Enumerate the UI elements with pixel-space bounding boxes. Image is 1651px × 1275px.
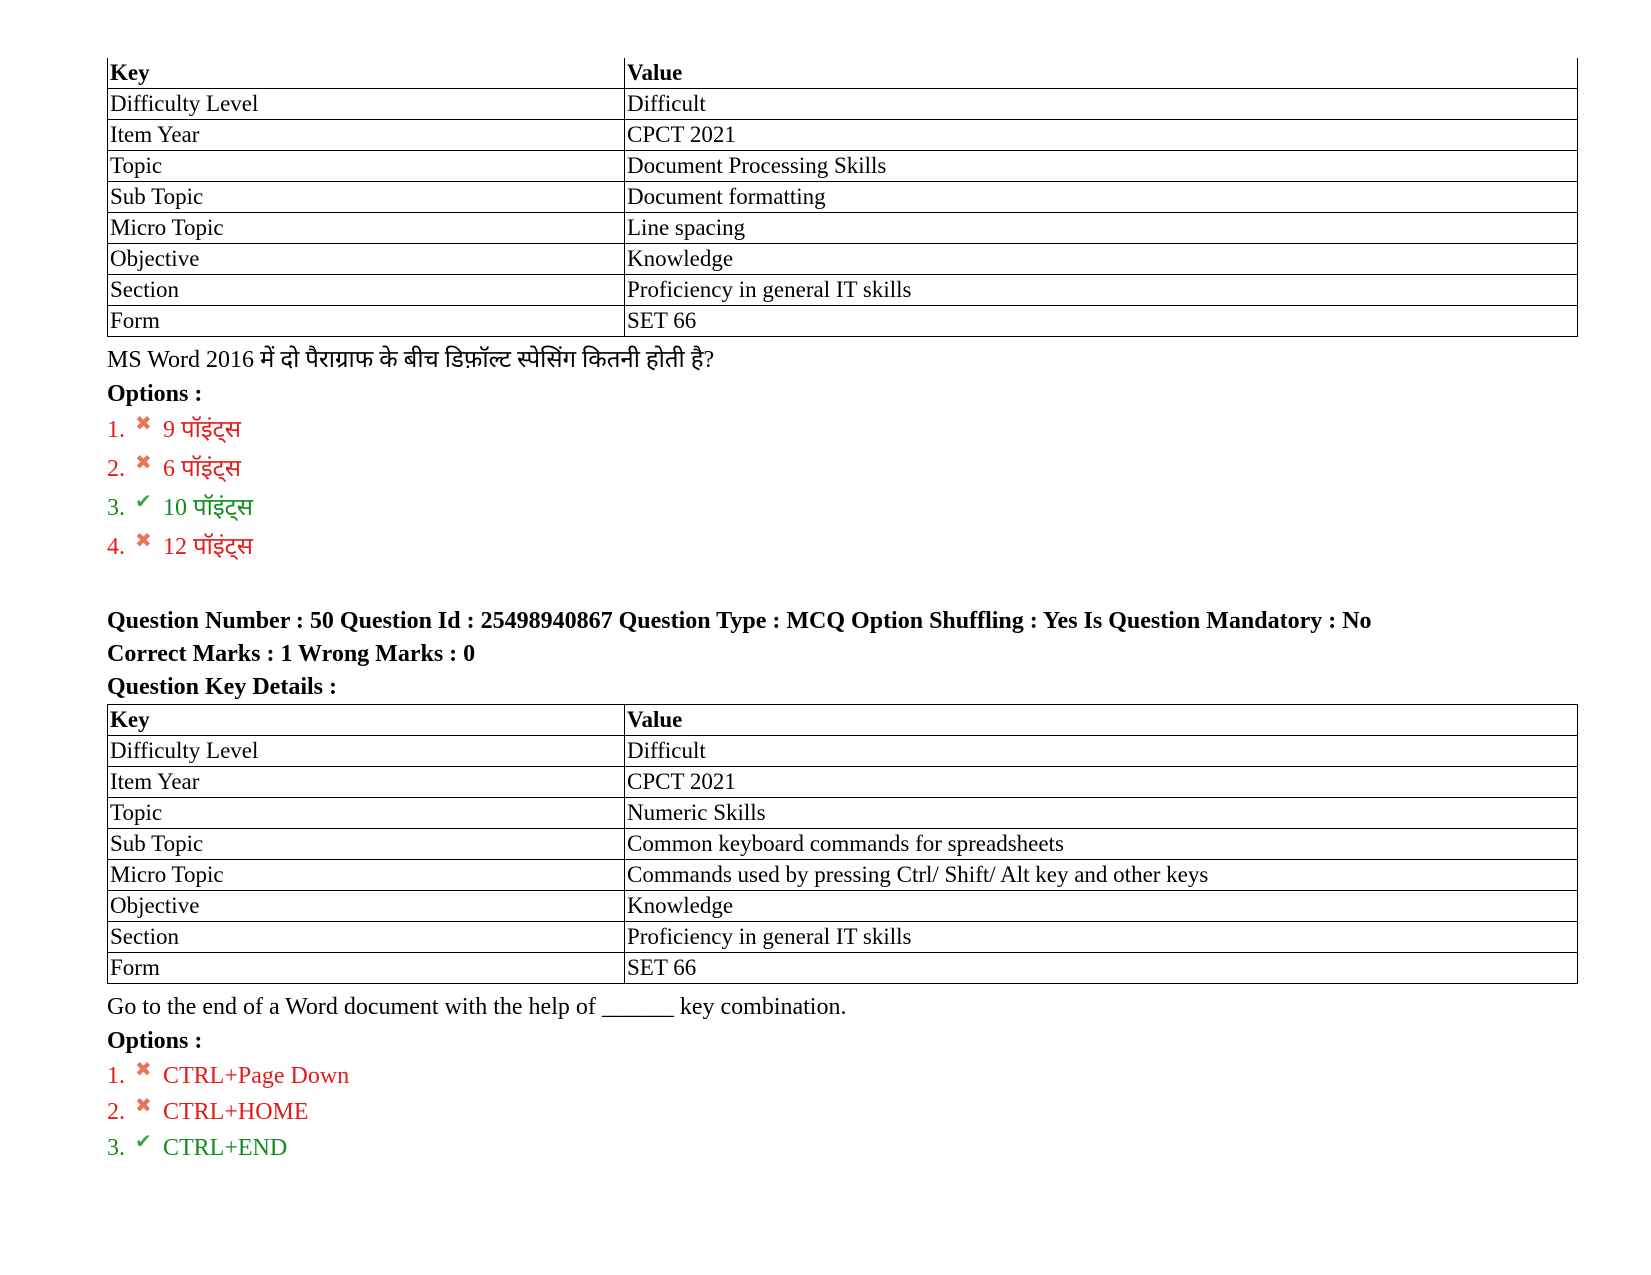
- table-cell-value: Knowledge: [625, 891, 1578, 922]
- table-cell-key: Form: [108, 953, 625, 984]
- table-row: [108, 182, 1578, 213]
- table-cell-key: Objective: [108, 891, 625, 922]
- options-label: Options :: [107, 1028, 203, 1054]
- table-cell-key: Item Year: [108, 767, 625, 798]
- option-number: 3.: [107, 495, 125, 521]
- option-number: 1.: [107, 417, 125, 443]
- table-cell-key: Section: [108, 275, 625, 306]
- table-row: [108, 953, 1578, 984]
- table-row: [108, 306, 1578, 337]
- option-number: 2.: [107, 1098, 125, 1125]
- question-text: Go to the end of a Word document with the help of ______ key combination.: [107, 994, 847, 1020]
- table-row: [108, 120, 1578, 151]
- table-cell-key: Sub Topic: [108, 182, 625, 213]
- table-row: [108, 151, 1578, 182]
- option-number: 3.: [107, 1134, 125, 1161]
- table-row: [108, 736, 1578, 767]
- option-item: [107, 1130, 1578, 1166]
- table-row: [108, 89, 1578, 120]
- cross-icon: ✖: [135, 452, 152, 474]
- table-cell-key: Difficulty Level: [108, 736, 625, 767]
- table-cell-key: Sub Topic: [108, 829, 625, 860]
- option-text: CTRL+Page Down: [163, 1062, 350, 1089]
- table-cell-value: Proficiency in general IT skills: [625, 275, 1578, 306]
- table-row: [108, 829, 1578, 860]
- option-text: 9 पॉइंट्स: [163, 417, 241, 443]
- option-number: 1.: [107, 1062, 125, 1089]
- table-header-row: [108, 705, 1578, 736]
- table-cell-value: Document Processing Skills: [625, 151, 1578, 182]
- option-item: [107, 489, 1578, 528]
- option-number: 2.: [107, 456, 125, 482]
- table-cell-key: Difficulty Level: [108, 89, 625, 120]
- cross-icon: ✖: [135, 1058, 152, 1081]
- table-cell-value: Line spacing: [625, 213, 1578, 244]
- options-list: [107, 411, 1578, 567]
- table-header-row: [108, 58, 1578, 89]
- table-header-value: Value: [625, 58, 1578, 89]
- table-cell-key: Micro Topic: [108, 860, 625, 891]
- options-list: [107, 1058, 1578, 1166]
- table-cell-key: Section: [108, 922, 625, 953]
- page: [107, 58, 1578, 1166]
- table-header-key: Key: [108, 58, 625, 89]
- option-text: CTRL+HOME: [163, 1098, 309, 1125]
- cross-icon: ✖: [135, 1094, 152, 1117]
- table-cell-value: SET 66: [625, 306, 1578, 337]
- table-cell-key: Topic: [108, 151, 625, 182]
- question-key-table: [107, 58, 1578, 337]
- table-cell-value: Numeric Skills: [625, 798, 1578, 829]
- table-cell-value: SET 66: [625, 953, 1578, 984]
- option-item: [107, 411, 1578, 450]
- table-row: [108, 798, 1578, 829]
- table-cell-key: Form: [108, 306, 625, 337]
- table-header-key: Key: [108, 705, 625, 736]
- question-meta-line: Question Number : 50 Question Id : 25498940867 Question Type : MCQ Option Shuffling : Yes Is Question Mandatory : No: [107, 608, 1372, 634]
- option-item: [107, 1058, 1578, 1094]
- table-row: [108, 860, 1578, 891]
- table-cell-key: Objective: [108, 244, 625, 275]
- option-item: [107, 1094, 1578, 1130]
- table-row: [108, 244, 1578, 275]
- table-cell-value: Commands used by pressing Ctrl/ Shift/ Alt key and other keys: [625, 860, 1578, 891]
- question-key-table: [107, 704, 1578, 984]
- table-cell-value: Knowledge: [625, 244, 1578, 275]
- table-cell-key: Item Year: [108, 120, 625, 151]
- table-row: [108, 922, 1578, 953]
- question-text: MS Word 2016 में दो पैराग्राफ के बीच डिफ़ॉल्ट स्पेसिंग कितनी होती है?: [107, 347, 715, 373]
- table-cell-value: Document formatting: [625, 182, 1578, 213]
- table-row: [108, 767, 1578, 798]
- cross-icon: ✖: [135, 530, 152, 552]
- check-icon: ✔: [135, 491, 152, 513]
- table-cell-key: Micro Topic: [108, 213, 625, 244]
- option-item: [107, 450, 1578, 489]
- question-key-details-label: Question Key Details :: [107, 674, 337, 700]
- check-icon: ✔: [135, 1130, 152, 1153]
- table-cell-value: CPCT 2021: [625, 120, 1578, 151]
- option-text: CTRL+END: [163, 1134, 288, 1161]
- marks-line: Correct Marks : 1 Wrong Marks : 0: [107, 641, 476, 667]
- table-cell-value: Difficult: [625, 89, 1578, 120]
- table-row: [108, 275, 1578, 306]
- table-row: [108, 891, 1578, 922]
- table-cell-value: Difficult: [625, 736, 1578, 767]
- table-cell-value: CPCT 2021: [625, 767, 1578, 798]
- table-cell-key: Topic: [108, 798, 625, 829]
- option-text: 12 पॉइंट्स: [163, 534, 253, 560]
- option-text: 6 पॉइंट्स: [163, 456, 241, 482]
- table-row: [108, 213, 1578, 244]
- option-number: 4.: [107, 534, 125, 560]
- option-text: 10 पॉइंट्स: [163, 495, 253, 521]
- table-header-value: Value: [625, 705, 1578, 736]
- cross-icon: ✖: [135, 413, 152, 435]
- table-cell-value: Proficiency in general IT skills: [625, 922, 1578, 953]
- options-label: Options :: [107, 381, 203, 407]
- table-cell-value: Common keyboard commands for spreadsheets: [625, 829, 1578, 860]
- option-item: [107, 528, 1578, 567]
